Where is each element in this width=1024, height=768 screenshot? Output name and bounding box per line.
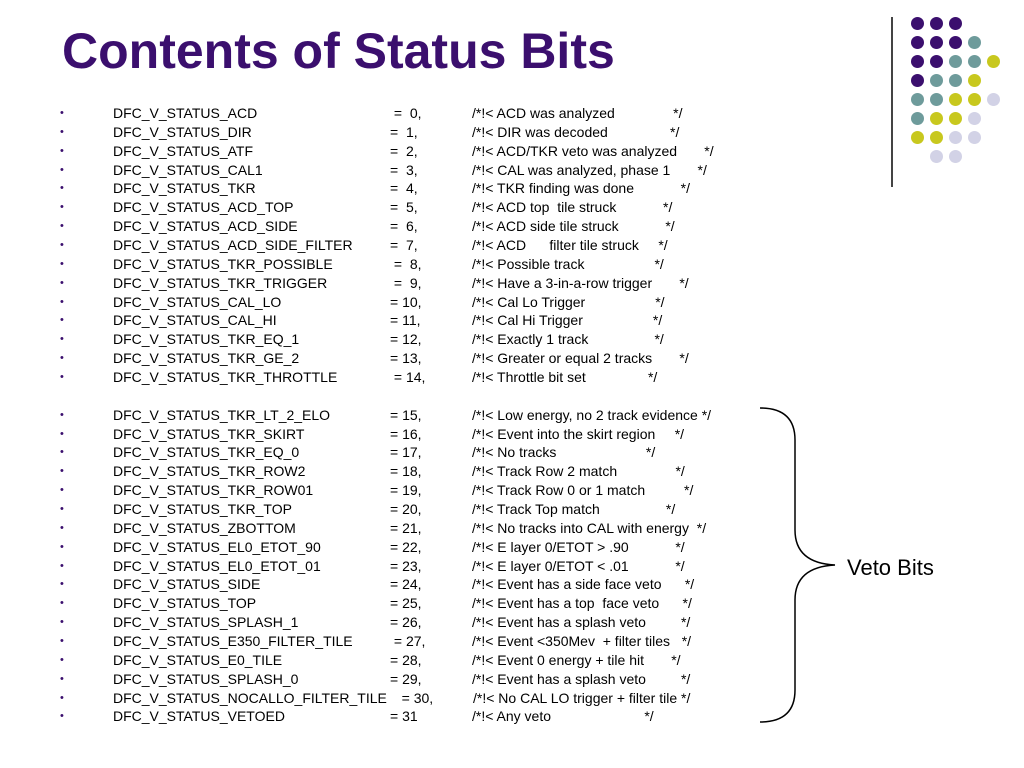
veto-bits-label: Veto Bits [847, 555, 934, 580]
status-bit-name: DFC_V_STATUS_VETOED [113, 708, 285, 725]
decorative-dot [911, 36, 924, 49]
bullet-icon: • [60, 257, 64, 270]
status-bit-value: = 4, [390, 180, 418, 197]
decorative-dot [911, 112, 924, 125]
status-bit-name: DFC_V_STATUS_TKR_ROW01 [113, 482, 314, 499]
status-bit-value: = 19, [390, 482, 422, 499]
bullet-icon: • [60, 634, 64, 647]
status-bit-name: DFC_V_STATUS_ACD_SIDE_FILTER [113, 236, 353, 253]
status-bit-name: DFC_V_STATUS_TKR_GE_2 [113, 350, 300, 367]
status-bit-comment: /*!< Have a 3-in-a-row trigger */ [472, 274, 689, 291]
decorative-dot [968, 131, 981, 144]
decorative-dot [968, 93, 981, 106]
status-bit-value: = 20, [390, 501, 422, 517]
decorative-dot [930, 36, 943, 49]
status-bit-comment: /*!< ACD side tile struck */ [472, 218, 675, 235]
status-bit-value: = 14, [390, 368, 426, 385]
decorative-dot [930, 112, 943, 125]
bullet-icon: • [60, 446, 64, 459]
bullet-icon: • [60, 559, 64, 572]
status-bit-comment: /*!< Event has a side face veto */ [472, 576, 695, 593]
bullet-icon: • [60, 408, 64, 421]
bullet-icon: • [60, 691, 64, 704]
decorative-dot [911, 131, 924, 144]
decorative-dot [930, 55, 943, 68]
status-bit-name: DFC_V_STATUS_ACD_SIDE [113, 218, 298, 235]
bullet-icon: • [60, 144, 64, 157]
decorative-dot [930, 131, 943, 144]
status-bit-name: DFC_V_STATUS_CAL_LO [113, 293, 282, 310]
decorative-dot [968, 112, 981, 125]
status-bit-name: DFC_V_STATUS_SIDE [113, 576, 261, 593]
status-bit-name: DFC_V_STATUS_TKR_LT_2_ELO [113, 406, 331, 423]
status-bit-comment: /*!< ACD top tile struck */ [472, 199, 673, 216]
status-bit-name: DFC_V_STATUS_SPLASH_0 [113, 670, 299, 687]
status-bit-comment: /*!< No tracks into CAL with energy */ [472, 519, 707, 536]
bullet-icon: • [60, 653, 64, 666]
status-bit-name: DFC_V_STATUS_EL0_ETOT_90 [113, 538, 321, 555]
status-bit-name: DFC_V_STATUS_ACD [113, 105, 258, 121]
status-bit-value: = 23, [390, 557, 422, 574]
status-bit-name: DFC_V_STATUS_TKR_POSSIBLE [113, 255, 333, 272]
status-bit-name: DFC_V_STATUS_ATF [113, 142, 254, 159]
status-bit-value: = 18, [390, 463, 422, 480]
status-bit-name: DFC_V_STATUS_TOP [113, 595, 257, 612]
decorative-dot [968, 36, 981, 49]
status-bit-value: = 15, [390, 406, 422, 423]
status-bit-comment: /*!< No CAL LO trigger + filter tile */ [438, 689, 691, 706]
status-bit-value: = 6, [390, 218, 418, 235]
bullet-icon: • [60, 163, 64, 176]
status-bit-comment: /*!< CAL was analyzed, phase 1 */ [472, 161, 707, 178]
decorative-dot [911, 55, 924, 68]
status-bit-value: = 7, [390, 236, 418, 253]
decorative-dot [949, 36, 962, 49]
status-bit-value: = 9, [390, 274, 422, 291]
status-bit-name: DFC_V_STATUS_E0_TILE [113, 651, 283, 668]
status-bit-name: DFC_V_STATUS_CAL_HI [113, 312, 277, 329]
decorative-dot [949, 112, 962, 125]
bullet-icon: • [60, 465, 64, 478]
bullet-icon: • [60, 333, 64, 346]
status-bit-comment: /*!< ACD filter tile struck */ [472, 236, 668, 253]
decorative-dot [930, 150, 943, 163]
status-bit-value: = 8, [390, 255, 422, 272]
status-bit-comment: /*!< Exactly 1 track */ [472, 331, 664, 348]
status-bit-value: = 25, [390, 595, 422, 612]
status-bit-name: DFC_V_STATUS_TKR_TRIGGER [113, 274, 328, 291]
status-bit-name: DFC_V_STATUS_TKR [113, 180, 256, 197]
status-bit-value: = 31 [390, 708, 418, 725]
status-bit-value: = 12, [390, 331, 422, 348]
status-bit-value: = 26, [390, 614, 422, 631]
status-bit-value: = 5, [390, 199, 418, 216]
status-bit-name: DFC_V_STATUS_TKR_THROTTLE [113, 368, 338, 385]
status-bit-comment: /*!< ACD was analyzed */ [472, 105, 683, 121]
status-bit-name: DFC_V_STATUS_TKR_EQ_1 [113, 331, 300, 348]
status-bit-value: = 24, [390, 576, 422, 593]
decorative-dot [949, 74, 962, 87]
status-bit-name: DFC_V_STATUS_TKR_ROW2 [113, 463, 306, 480]
status-bit-value: = 16, [390, 425, 422, 442]
status-bit-comment: /*!< Low energy, no 2 track evidence */ [472, 406, 712, 423]
status-bit-comment: /*!< Cal Lo Trigger */ [472, 293, 665, 310]
decorative-dot [968, 74, 981, 87]
status-bit-comment: /*!< Event has a top face veto */ [472, 595, 692, 612]
decorative-dot [911, 17, 924, 30]
decorative-dot [987, 93, 1000, 106]
status-bit-comment: /*!< Event into the skirt region */ [472, 425, 685, 442]
decorative-dot [968, 55, 981, 68]
status-bit-value: = 1, [390, 123, 418, 140]
bullet-icon: • [60, 220, 64, 233]
status-bit-name: DFC_V_STATUS_ACD_TOP [113, 199, 294, 216]
bullet-icon: • [60, 484, 64, 497]
decorative-dot [911, 74, 924, 87]
status-bit-comment: /*!< Throttle bit set */ [472, 368, 658, 385]
bullet-icon: • [60, 370, 64, 383]
status-bit-comment: /*!< Greater or equal 2 tracks */ [472, 350, 689, 367]
status-bit-value: = 22, [390, 538, 422, 555]
status-bit-value: = 27, [390, 632, 426, 649]
status-bit-comment: /*!< DIR was decoded */ [472, 123, 680, 140]
bullet-icon: • [60, 295, 64, 308]
bullet-icon: • [60, 352, 64, 365]
decorative-dot [930, 74, 943, 87]
decorative-dot [930, 93, 943, 106]
status-bit-name: DFC_V_STATUS_TKR_EQ_0 [113, 444, 300, 461]
status-bit-value: = 3, [390, 161, 418, 178]
bullet-icon: • [60, 540, 64, 553]
decorative-dot [987, 55, 1000, 68]
bullet-icon: • [60, 503, 64, 515]
bullet-icon: • [60, 201, 64, 214]
bullet-icon: • [60, 427, 64, 440]
status-bit-name: DFC_V_STATUS_TKR_TOP [113, 501, 292, 517]
bullet-icon: • [60, 125, 64, 138]
bullet-icon: • [60, 672, 64, 685]
status-bit-comment: /*!< Track Row 2 match */ [472, 463, 685, 480]
decorative-dot [949, 17, 962, 30]
status-bit-comment: /*!< No tracks */ [472, 444, 656, 461]
bullet-icon: • [60, 521, 64, 534]
status-bit-value: = 21, [390, 519, 422, 536]
status-bit-comment: /*!< TKR finding was done */ [472, 180, 691, 197]
decorative-dot [949, 150, 962, 163]
slide-title: Contents of Status Bits [62, 23, 615, 79]
bullet-icon: • [60, 276, 64, 289]
decorative-dot [949, 55, 962, 68]
status-bit-comment: /*!< Possible track */ [472, 255, 664, 272]
status-bit-comment: /*!< Cal Hi Trigger */ [472, 312, 663, 329]
decorative-dot [911, 93, 924, 106]
status-bit-name: DFC_V_STATUS_ZBOTTOM [113, 519, 296, 536]
status-bit-comment: /*!< Event has a splash veto */ [472, 670, 691, 687]
status-bit-comment: /*!< Any veto */ [472, 708, 654, 725]
status-bit-name: DFC_V_STATUS_TKR_SKIRT [113, 425, 305, 442]
status-bit-name: DFC_V_STATUS_SPLASH_1 [113, 614, 299, 631]
status-bit-name: DFC_V_STATUS_DIR [113, 123, 252, 140]
decorative-dot [930, 17, 943, 30]
status-bit-comment: /*!< Event has a splash veto */ [472, 614, 691, 631]
decorative-dot [949, 93, 962, 106]
bullet-icon: • [60, 182, 64, 195]
bullet-icon: • [60, 597, 64, 610]
decorative-dot [949, 131, 962, 144]
status-bit-value: = 28, [390, 651, 422, 668]
status-bit-name: DFC_V_STATUS_NOCALLO_FILTER_TILE [113, 689, 387, 706]
bullet-icon: • [60, 314, 64, 327]
status-bit-value: = 17, [390, 444, 422, 461]
status-bit-name: DFC_V_STATUS_EL0_ETOT_01 [113, 557, 321, 574]
status-bit-value: = 29, [390, 670, 422, 687]
status-bit-name: DFC_V_STATUS_CAL1 [113, 161, 263, 178]
status-bit-name: DFC_V_STATUS_E350_FILTER_TILE [113, 632, 353, 649]
title-divider-line [891, 17, 893, 187]
bullet-icon: • [60, 238, 64, 251]
status-bit-comment: /*!< E layer 0/ETOT < .01 */ [472, 557, 685, 574]
bullet-icon: • [60, 578, 64, 591]
status-bit-comment: /*!< Track Row 0 or 1 match */ [472, 482, 694, 499]
status-bit-comment: /*!< Track Top match */ [472, 501, 676, 517]
status-bit-comment: /*!< ACD/TKR veto was analyzed */ [472, 142, 714, 159]
status-bit-comment: /*!< Event 0 energy + tile hit */ [472, 651, 681, 668]
status-bit-value: = 2, [390, 142, 418, 159]
status-bit-value: = 11, [390, 312, 421, 329]
bullet-icon: • [60, 616, 64, 629]
status-bit-comment: /*!< E layer 0/ETOT > .90 */ [472, 538, 685, 555]
veto-brace [750, 400, 850, 730]
status-bit-value: = 0, [390, 105, 422, 121]
bullet-icon: • [60, 710, 64, 723]
status-bit-value: = 10, [390, 293, 422, 310]
status-bit-value: = 13, [390, 350, 422, 367]
bullet-icon: • [60, 107, 64, 119]
status-bit-comment: /*!< Event <350Mev + filter tiles */ [472, 632, 692, 649]
status-bit-value: = 30, [390, 689, 434, 706]
